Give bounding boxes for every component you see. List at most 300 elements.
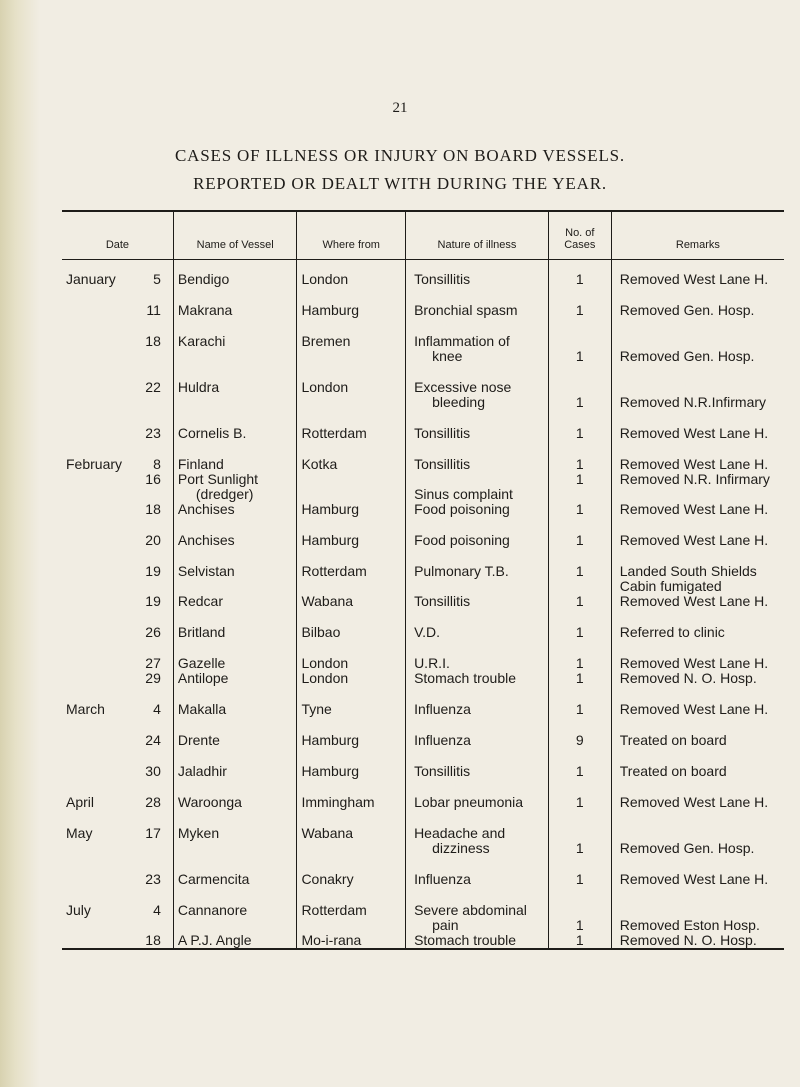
date-cell <box>62 517 173 548</box>
where-from: Hamburg <box>301 762 360 779</box>
where-cell <box>297 748 406 779</box>
date-day: 19 <box>145 592 161 609</box>
table-row <box>62 717 784 748</box>
where-from: Immingham <box>301 793 375 810</box>
remarks-text: Removed West Lane H. <box>619 531 769 548</box>
remarks-cell <box>611 779 784 810</box>
table-row <box>62 594 784 609</box>
vessel-name: Anchises <box>177 531 235 548</box>
cases-cell <box>548 287 611 318</box>
header-remarks: Remarks <box>611 211 784 259</box>
nature-cont: dizziness <box>432 839 490 856</box>
where-cell <box>297 364 406 410</box>
remarks-text: Removed West Lane H. <box>619 793 769 810</box>
nature-of-illness: Inflammation of <box>414 332 510 349</box>
date-cell <box>62 441 173 472</box>
nature-cell <box>406 810 549 856</box>
vessel-name: Huldra <box>177 378 220 395</box>
nature-of-illness: Tonsillitis <box>414 270 471 287</box>
case-count: 1 <box>575 931 584 948</box>
remarks-text: Removed N. O. Hosp. <box>619 931 757 948</box>
where-from: Rotterdam <box>301 562 367 579</box>
vessel-name: Drente <box>177 731 220 748</box>
vessel-cell <box>173 364 297 410</box>
nature-of-illness: Lobar pneumonia <box>414 793 524 810</box>
where-from: Bilbao <box>301 623 341 640</box>
cases-table <box>62 210 784 950</box>
nature-of-illness: Tonsillitis <box>414 762 471 779</box>
case-count: 1 <box>575 700 584 717</box>
date-cell <box>62 410 173 441</box>
nature-cell <box>406 671 549 686</box>
where-cell <box>297 856 406 887</box>
remarks-text: Removed West Lane H. <box>619 870 769 887</box>
case-count: 1 <box>575 654 584 671</box>
vessel-name: Britland <box>177 623 226 640</box>
vessel-cell <box>173 259 297 287</box>
date-day: 5 <box>153 270 161 287</box>
vessel-cell <box>173 441 297 472</box>
where-from: London <box>301 669 349 686</box>
remarks-cell <box>611 640 784 671</box>
case-count: 1 <box>575 347 584 364</box>
remarks-cell <box>611 594 784 609</box>
page-number: 21 <box>392 100 408 116</box>
remarks-cell <box>611 318 784 364</box>
header-cases-line1: No. of <box>565 226 595 239</box>
nature-cell <box>406 548 549 594</box>
vessel-name: Cornelis B. <box>177 424 247 441</box>
vessel-cell <box>173 548 297 594</box>
date-day: 24 <box>145 731 161 748</box>
vessel-cell <box>173 810 297 856</box>
where-from: Conakry <box>301 870 354 887</box>
date-day: 28 <box>145 793 161 810</box>
date-cell <box>62 594 173 609</box>
date-cell <box>62 472 173 502</box>
vessel-name: Selvistan <box>177 562 235 579</box>
nature-cont: bleeding <box>432 393 485 410</box>
nature-cell <box>406 887 549 933</box>
remarks-text: Removed West Lane H. <box>619 500 769 517</box>
remarks-cell <box>611 548 784 594</box>
vessel-cell <box>173 410 297 441</box>
vessel-name: Bendigo <box>177 270 230 287</box>
vessel-name: Carmencita <box>177 870 250 887</box>
date-cell <box>62 671 173 686</box>
nature-of-illness: Influenza <box>414 870 471 887</box>
vessel-cell <box>173 933 297 949</box>
vessel-name: Makrana <box>177 301 233 318</box>
date-day: 18 <box>145 931 161 948</box>
nature-cell <box>406 640 549 671</box>
date-cell <box>62 810 173 856</box>
remarks-cell <box>611 259 784 287</box>
vessel-name: Makalla <box>177 700 227 717</box>
nature-of-illness: Stomach trouble <box>414 931 517 948</box>
nature-cell <box>406 609 549 640</box>
where-from: Wabana <box>301 824 354 841</box>
vessel-name: Port Sunlight <box>177 470 259 487</box>
cases-cell <box>548 548 611 594</box>
vessel-name: Myken <box>177 824 220 841</box>
vessel-name: Cannanore <box>177 901 248 918</box>
where-cell <box>297 259 406 287</box>
table-header-row <box>62 211 784 259</box>
where-from: Hamburg <box>301 531 360 548</box>
table-row <box>62 472 784 502</box>
table-row <box>62 640 784 671</box>
date-day: 23 <box>145 870 161 887</box>
remarks-text: Removed Eston Hosp. <box>619 916 760 933</box>
vessel-name: Finland <box>177 455 224 472</box>
date-day: 18 <box>145 500 161 517</box>
remarks-text: Removed West Lane H. <box>619 654 769 671</box>
nature-cell <box>406 748 549 779</box>
date-cell <box>62 609 173 640</box>
cases-cell <box>548 594 611 609</box>
header-cases <box>548 211 611 259</box>
date-day: 23 <box>145 424 161 441</box>
where-from: Mo-i-rana <box>301 931 362 948</box>
table-row <box>62 287 784 318</box>
where-cell <box>297 779 406 810</box>
case-count: 1 <box>575 870 584 887</box>
cases-cell <box>548 410 611 441</box>
cases-cell <box>548 472 611 502</box>
remarks-cell <box>611 717 784 748</box>
date-day: 30 <box>145 762 161 779</box>
remarks-text: Landed South Shields <box>619 562 757 579</box>
date-day: 27 <box>145 654 161 671</box>
vessel-cell <box>173 502 297 517</box>
nature-cell <box>406 410 549 441</box>
nature-of-illness: Bronchial spasm <box>414 301 518 318</box>
table-row <box>62 887 784 933</box>
case-count: 9 <box>575 731 584 748</box>
date-day: 18 <box>145 332 161 349</box>
table-row <box>62 671 784 686</box>
remarks-text: Removed Gen. Hosp. <box>619 839 755 856</box>
date-cell <box>62 686 173 717</box>
remarks-cell <box>611 441 784 472</box>
where-from: Rotterdam <box>301 901 367 918</box>
date-cell <box>62 779 173 810</box>
where-from: London <box>301 270 349 287</box>
nature-of-illness: Influenza <box>414 731 471 748</box>
cases-cell <box>548 441 611 472</box>
remarks-text: Removed N. O. Hosp. <box>619 669 757 686</box>
cases-cell <box>548 748 611 779</box>
date-day: 19 <box>145 562 161 579</box>
where-cell <box>297 502 406 517</box>
nature-of-illness: Excessive nose <box>414 378 512 395</box>
where-from: Kotka <box>301 455 338 472</box>
cases-cell <box>548 717 611 748</box>
nature-cell <box>406 441 549 472</box>
case-count: 1 <box>575 592 584 609</box>
date-day: 4 <box>153 901 161 918</box>
cases-cell <box>548 502 611 517</box>
cases-cell <box>548 364 611 410</box>
date-day: 4 <box>153 700 161 717</box>
cases-cell <box>548 779 611 810</box>
where-cell <box>297 686 406 717</box>
case-count: 1 <box>575 916 584 933</box>
nature-of-illness: Food poisoning <box>414 531 510 548</box>
table-row <box>62 686 784 717</box>
header-cases-line2: Cases <box>564 238 596 251</box>
case-count: 1 <box>575 470 584 487</box>
remarks-text: Treated on board <box>619 762 727 779</box>
vessel-name: A P.J. Angle <box>177 931 252 948</box>
where-from: Hamburg <box>301 500 360 517</box>
cases-cell <box>548 318 611 364</box>
nature-of-illness: Sinus complaint <box>414 485 513 502</box>
where-cell <box>297 318 406 364</box>
remarks-cont: Cabin fumigated <box>619 577 722 594</box>
nature-cell <box>406 717 549 748</box>
nature-cell <box>406 259 549 287</box>
date-day: 8 <box>153 455 161 472</box>
remarks-text: Removed West Lane H. <box>619 455 769 472</box>
vessel-cell <box>173 887 297 933</box>
vessel-cell <box>173 594 297 609</box>
remarks-cell <box>611 686 784 717</box>
table-row <box>62 748 784 779</box>
case-count: 1 <box>575 500 584 517</box>
date-cell <box>62 887 173 933</box>
table-row <box>62 259 784 287</box>
case-count: 1 <box>575 762 584 779</box>
nature-of-illness: U.R.I. <box>414 654 450 671</box>
cases-cell <box>548 933 611 949</box>
remarks-cell <box>611 609 784 640</box>
vessel-name: Karachi <box>177 332 226 349</box>
vessel-name: Jaladhir <box>177 762 227 779</box>
table-row <box>62 502 784 517</box>
date-day: 11 <box>146 301 161 318</box>
date-cell <box>62 287 173 318</box>
nature-of-illness: Severe abdominal <box>414 901 527 918</box>
vessel-cell <box>173 517 297 548</box>
date-day: 17 <box>145 824 161 841</box>
where-cell <box>297 441 406 472</box>
vessel-cell <box>173 287 297 318</box>
date-cell <box>62 318 173 364</box>
table-row <box>62 856 784 887</box>
case-count: 1 <box>575 424 584 441</box>
remarks-text: Removed Gen. Hosp. <box>619 301 755 318</box>
vessel-cell <box>173 671 297 686</box>
where-cell <box>297 810 406 856</box>
vessel-cell <box>173 640 297 671</box>
nature-of-illness: Tonsillitis <box>414 424 471 441</box>
where-from: Hamburg <box>301 731 360 748</box>
remarks-cell <box>611 671 784 686</box>
nature-of-illness: Headache and <box>414 824 506 841</box>
nature-of-illness: Tonsillitis <box>414 455 471 472</box>
header-date: Date <box>62 211 173 259</box>
nature-of-illness: Stomach trouble <box>414 669 517 686</box>
vessel-cell <box>173 717 297 748</box>
where-cell <box>297 410 406 441</box>
where-from: Hamburg <box>301 301 360 318</box>
cases-cell <box>548 609 611 640</box>
vessel-cell <box>173 686 297 717</box>
where-cell <box>297 640 406 671</box>
date-month: July <box>66 901 91 918</box>
header-nature: Nature of illness <box>406 211 549 259</box>
where-cell <box>297 287 406 318</box>
cases-cell <box>548 887 611 933</box>
header-where-from: Where from <box>297 211 406 259</box>
vessel-cell <box>173 748 297 779</box>
case-count: 1 <box>575 455 584 472</box>
vessel-cell <box>173 318 297 364</box>
vessel-name: Redcar <box>177 592 224 609</box>
table-row <box>62 517 784 548</box>
where-cell <box>297 671 406 686</box>
vessel-name: Anchises <box>177 500 235 517</box>
nature-cell <box>406 318 549 364</box>
vessel-name: Gazelle <box>177 654 226 671</box>
table-row <box>62 318 784 364</box>
table-row <box>62 933 784 949</box>
page-subtitle: REPORTED OR DEALT WITH DURING THE YEAR. <box>193 174 607 193</box>
date-day: 20 <box>145 531 161 548</box>
remarks-cell <box>611 887 784 933</box>
table-row <box>62 548 784 594</box>
remarks-text: Removed N.R.Infirmary <box>619 393 767 410</box>
date-day: 16 <box>145 470 161 487</box>
date-month: January <box>66 270 116 287</box>
nature-cell <box>406 686 549 717</box>
date-cell <box>62 933 173 949</box>
nature-cell <box>406 364 549 410</box>
where-from: Bremen <box>301 332 351 349</box>
case-count: 1 <box>575 393 584 410</box>
nature-of-illness: Influenza <box>414 700 471 717</box>
cases-cell <box>548 671 611 686</box>
date-cell <box>62 259 173 287</box>
vessel-cell <box>173 609 297 640</box>
table-row <box>62 609 784 640</box>
where-cell <box>297 933 406 949</box>
page-title: CASES OF ILLNESS OR INJURY ON BOARD VESSELS. <box>175 146 625 165</box>
where-cell <box>297 548 406 594</box>
remarks-text: Treated on board <box>619 731 727 748</box>
where-from: Wabana <box>301 592 354 609</box>
cases-cell <box>548 259 611 287</box>
where-cell <box>297 717 406 748</box>
case-count: 1 <box>575 669 584 686</box>
remarks-cell <box>611 410 784 441</box>
nature-cell <box>406 779 549 810</box>
remarks-text: Removed N.R. Infirmary <box>619 470 770 487</box>
date-month: February <box>66 455 123 472</box>
cases-cell <box>548 640 611 671</box>
date-cell <box>62 856 173 887</box>
where-from: Rotterdam <box>301 424 367 441</box>
date-month: March <box>66 700 105 717</box>
remarks-text: Removed West Lane H. <box>619 592 769 609</box>
nature-cont: knee <box>432 347 463 364</box>
vessel-cell <box>173 472 297 502</box>
table-row <box>62 779 784 810</box>
where-cell <box>297 594 406 609</box>
nature-of-illness: V.D. <box>414 623 441 640</box>
nature-cell <box>406 502 549 517</box>
cases-cell <box>548 856 611 887</box>
nature-of-illness: Pulmonary T.B. <box>414 562 509 579</box>
remarks-text: Removed West Lane H. <box>619 424 769 441</box>
remarks-cell <box>611 810 784 856</box>
where-from: London <box>301 378 349 395</box>
vessel-cont: (dredger) <box>195 485 254 502</box>
case-count: 1 <box>575 839 584 856</box>
date-cell <box>62 640 173 671</box>
date-cell <box>62 364 173 410</box>
nature-of-illness: Food poisoning <box>414 500 510 517</box>
where-cell <box>297 472 406 502</box>
where-cell <box>297 887 406 933</box>
date-month: May <box>66 824 93 841</box>
date-cell <box>62 748 173 779</box>
where-from: Tyne <box>301 700 332 717</box>
cases-cell <box>548 517 611 548</box>
table-row <box>62 810 784 856</box>
remarks-cell <box>611 502 784 517</box>
cases-cell <box>548 810 611 856</box>
date-day: 22 <box>145 378 161 395</box>
remarks-cell <box>611 933 784 949</box>
nature-cell <box>406 287 549 318</box>
table-row <box>62 364 784 410</box>
remarks-text: Referred to clinic <box>619 623 725 640</box>
remarks-cell <box>611 287 784 318</box>
date-cell <box>62 548 173 594</box>
nature-of-illness: Tonsillitis <box>414 592 471 609</box>
remarks-cell <box>611 856 784 887</box>
vessel-cell <box>173 779 297 810</box>
nature-cell <box>406 517 549 548</box>
vessel-name: Waroonga <box>177 793 242 810</box>
remarks-cell <box>611 364 784 410</box>
nature-cont: pain <box>432 916 459 933</box>
header-vessel: Name of Vessel <box>173 211 297 259</box>
date-month: April <box>66 793 95 810</box>
nature-cell <box>406 933 549 949</box>
date-day: 29 <box>145 669 161 686</box>
vessel-name: Antilope <box>177 669 229 686</box>
nature-cell <box>406 856 549 887</box>
table-row <box>62 441 784 472</box>
vessel-cell <box>173 856 297 887</box>
remarks-text: Removed West Lane H. <box>619 270 769 287</box>
case-count: 1 <box>575 623 584 640</box>
nature-cell <box>406 594 549 609</box>
cases-cell <box>548 686 611 717</box>
remarks-cell <box>611 517 784 548</box>
date-day: 26 <box>145 623 161 640</box>
case-count: 1 <box>575 270 584 287</box>
case-count: 1 <box>575 562 584 579</box>
remarks-cell <box>611 748 784 779</box>
case-count: 1 <box>575 531 584 548</box>
case-count: 1 <box>575 793 584 810</box>
case-count: 1 <box>575 301 584 318</box>
